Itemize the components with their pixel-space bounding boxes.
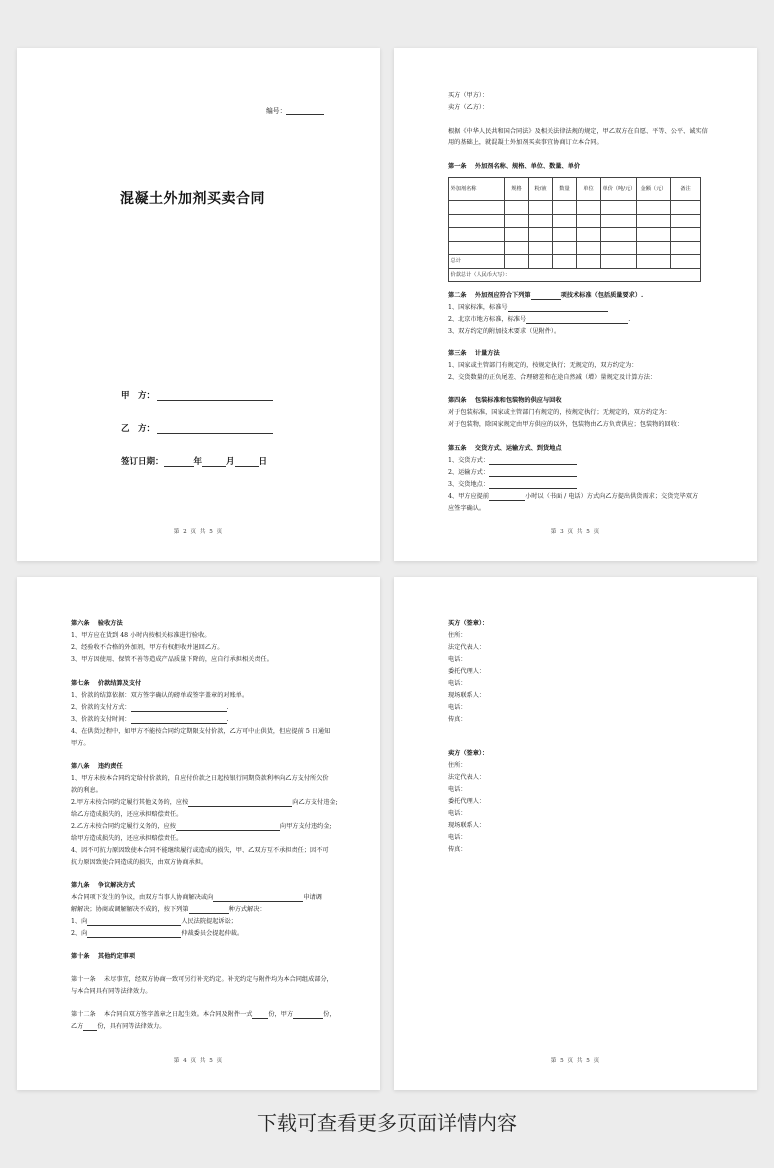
table-row [449, 241, 701, 255]
sign-date-row [121, 455, 267, 467]
article-4-title: 第四条 包装标准和包装物的供应与回收 [448, 397, 562, 404]
article-3-item: 2、交货数量的正负尾差、合理磅差和在途自然减（增）量规定及计算方法： [448, 374, 657, 381]
article-9-line: 解解决；协商或调解解决不成的，按下列第 种方式解决： [71, 906, 266, 913]
party-a-label: 甲 方： [121, 391, 156, 401]
article-5-item: 1、交货方式： [448, 457, 577, 465]
party-a-row [121, 389, 273, 401]
article-3-title: 第三条 计量方法 [448, 350, 500, 357]
buyer-label: 买方（甲方）： [448, 92, 489, 99]
table-total-row [449, 255, 701, 269]
seller-field: 住所： [448, 762, 467, 769]
table-header-cell: 单位 [577, 178, 601, 201]
article-8-title: 第八条 违约责任 [71, 763, 123, 770]
buyer-field: 电话： [448, 704, 467, 711]
table-header-cell: 数量 [553, 178, 577, 201]
month-blank [202, 458, 226, 467]
article-6-item: 2、经验收不合格的外加剂，甲方有权拒收并退回乙方。 [71, 644, 224, 651]
preamble-line-1: 根据《中华人民共和国合同法》及相关法律法规的规定，甲乙双方在自愿、平等、公平、诚实信 [448, 128, 708, 135]
page-footer: 第 4 页 共 5 页 [173, 1058, 224, 1064]
article-3-item: 1、国家或主管部门有规定的，按规定执行；无规定的，双方约定为： [448, 362, 638, 369]
article-7-title: 第七条 价款结算及支付 [71, 680, 142, 687]
article-2-item: 1、国家标准，标准号 [448, 304, 608, 312]
seller-signature-title: 卖方（签章）： [448, 750, 489, 757]
page-footer: 第 5 页 共 5 页 [550, 1058, 601, 1064]
buyer-field: 委托代理人： [448, 668, 486, 675]
article-8-line: 2.甲方未按合同约定履行其他义务的，应按 向乙方支付违金; [71, 799, 338, 806]
article-6-item: 3、甲方因使用、保管不善等造成产品质量下降的，应自行承担相关责任。 [71, 656, 273, 663]
article-7-item: 甲方。 [71, 740, 90, 747]
article-10-title: 第十条 其他约定事项 [71, 953, 136, 960]
article-8-line: 2.乙方未按合同约定履行义务的，应按 向甲方支付违约金; [71, 823, 332, 830]
party-b-label: 乙 方： [121, 424, 156, 434]
buyer-field: 现场联系人： [448, 692, 486, 699]
page-footer: 第 2 页 共 5 页 [173, 529, 224, 535]
table-header-cell: 粉/液 [529, 178, 553, 201]
seller-label: 卖方（乙方）： [448, 104, 489, 111]
sign-date-label: 签订日期： [121, 457, 164, 467]
seller-field: 法定代表人： [448, 774, 486, 781]
article-2-item: 3、双方约定的附加技术要求（见附件）。 [448, 328, 561, 335]
article-7-item: 2、价款的支付方式： . [71, 704, 229, 711]
preamble-line-2: 用的基础上，就混凝土外加剂买卖事宜协商订立本合同。 [448, 139, 603, 146]
table-row [449, 201, 701, 215]
article-9-line: 本合同项下发生的争议，由双方当事人协商解决或向 申请调 [71, 894, 322, 901]
table-total-label: 总计 [449, 255, 505, 269]
product-table [448, 177, 701, 282]
article-6-title: 第六条 验收方法 [71, 620, 123, 627]
article-2-title: 第二条 外加剂应符合下列第 项技术标准（包括质量要求）. [448, 292, 644, 299]
table-row [449, 214, 701, 228]
table-header-cell: 规格 [505, 178, 529, 201]
year-blank [164, 458, 194, 467]
document-number-blank [286, 108, 324, 115]
article-12-line: 乙方 份，具有同等法律效力。 [71, 1023, 166, 1030]
buyer-field: 传真： [448, 716, 467, 723]
table-row [449, 228, 701, 242]
document-number [266, 105, 324, 115]
buyer-field: 电话： [448, 680, 467, 687]
seller-field: 现场联系人： [448, 822, 486, 829]
article-1-title: 第一条 外加剂名称、规格、单位、数量、单价 [448, 163, 581, 170]
buyer-field: 法定代表人： [448, 644, 486, 651]
buyer-signature-title: 买方（签章）： [448, 620, 489, 627]
article-4-item: 对于包装物，除国家规定由甲方供应的以外，包装物由乙方负责供应；包装物的回收： [448, 421, 684, 428]
article-8-line: 给乙方造成损失的，还应承担赔偿责任。 [71, 811, 183, 818]
article-8-line: 给甲方造成损失的，还应承担赔偿责任。 [71, 835, 183, 842]
month-label: 月 [226, 457, 235, 467]
article-12-line: 第十二条 本合同自双方签字盖章之日起生效。本合同及附件一式 份，甲方 份， [71, 1011, 336, 1018]
table-header-cell: 单价（吨/元） [601, 178, 637, 201]
contract-page-cover [17, 48, 380, 561]
seller-field: 委托代理人： [448, 798, 486, 805]
year-label: 年 [193, 457, 203, 467]
article-2-item: 2、北京市地方标准，标准号 . [448, 316, 631, 323]
table-amount-label: 价款总计（人民币大写）： [449, 268, 701, 282]
article-5-item: 2、运输方式： [448, 469, 577, 477]
seller-field: 传真： [448, 846, 467, 853]
buyer-field: 住所： [448, 632, 467, 639]
day-blank [235, 458, 259, 467]
article-6-item: 1、甲方应在货到 48 小时内按相关标准进行验收。 [71, 632, 211, 639]
article-4-item: 对于包装标准，国家或主管部门有规定的，按规定执行；无规定的，双方约定为： [448, 409, 671, 416]
seller-field: 电话： [448, 834, 467, 841]
contract-page-2 [394, 48, 757, 561]
seller-field: 电话： [448, 810, 467, 817]
article-7-item: 3、价款的支付时间： . [71, 716, 229, 723]
party-b-blank [157, 425, 273, 434]
day-label: 日 [258, 457, 268, 467]
party-a-blank [157, 392, 273, 401]
article-8-line: 4、因不可抗力原因致使本合同不能继续履行或造成的损失，甲、乙双方互不承担责任；因不可 [71, 847, 329, 854]
table-header-cell: 外加剂名称 [449, 178, 505, 201]
article-7-item: 4、在供货过程中，如甲方不能按合同约定期限支付价款，乙方可中止供货，但应提前 5 日通知 [71, 728, 331, 735]
article-8-line: 抗力原因致使合同造成的损失，由双方协商承担。 [71, 859, 208, 866]
article-5-item: 应签字确认。 [448, 505, 486, 512]
page-footer: 第 3 页 共 5 页 [550, 529, 601, 535]
article-5-title: 第五条 交货方式、运输方式、到货地点 [448, 445, 562, 452]
table-amount-row [449, 268, 701, 282]
article-5-item: 4、甲方应提前 小时以（书面 / 电话）方式向乙方提出供货需求；交货完毕双方 [448, 493, 699, 500]
buyer-field: 电话： [448, 656, 467, 663]
contract-page-4 [394, 577, 757, 1090]
document-number-label: 编号： [266, 107, 287, 115]
article-9-line: 2、向 仲裁委员会提起仲裁。 [71, 930, 244, 937]
download-caption[interactable]: 下载可查看更多页面详情内容 [257, 1111, 517, 1135]
article-9-title: 第九条 争议解决方式 [71, 882, 136, 889]
article-9-line: 1、向 人民法院提起诉讼； [71, 918, 237, 925]
article-5-item: 3、交货地点： [448, 481, 577, 489]
table-header-row [449, 178, 701, 201]
article-8-line: 款的利息。 [71, 787, 102, 794]
article-8-line: 1、甲方未按本合同约定给付价款的，自应付价款之日起按银行同期贷款利率向乙方支付所欠价 [71, 775, 329, 782]
article-11-line: 第十一条 未尽事宜，经双方协商一致可另行补充约定。补充约定与附件均为本合同组成部分， [71, 976, 333, 983]
article-11-line: 与本合同具有同等法律效力。 [71, 988, 152, 995]
seller-field: 电话： [448, 786, 467, 793]
article-7-item: 1、价款的结算依据：双方签字确认的磅单或签字盖章的对账单。 [71, 692, 249, 699]
table-header-cell: 备注 [671, 178, 701, 201]
table-header-cell: 金额（元） [637, 178, 671, 201]
party-b-row [121, 422, 273, 434]
contract-page-3 [17, 577, 380, 1090]
contract-title: 混凝土外加剂买卖合同 [120, 191, 265, 207]
